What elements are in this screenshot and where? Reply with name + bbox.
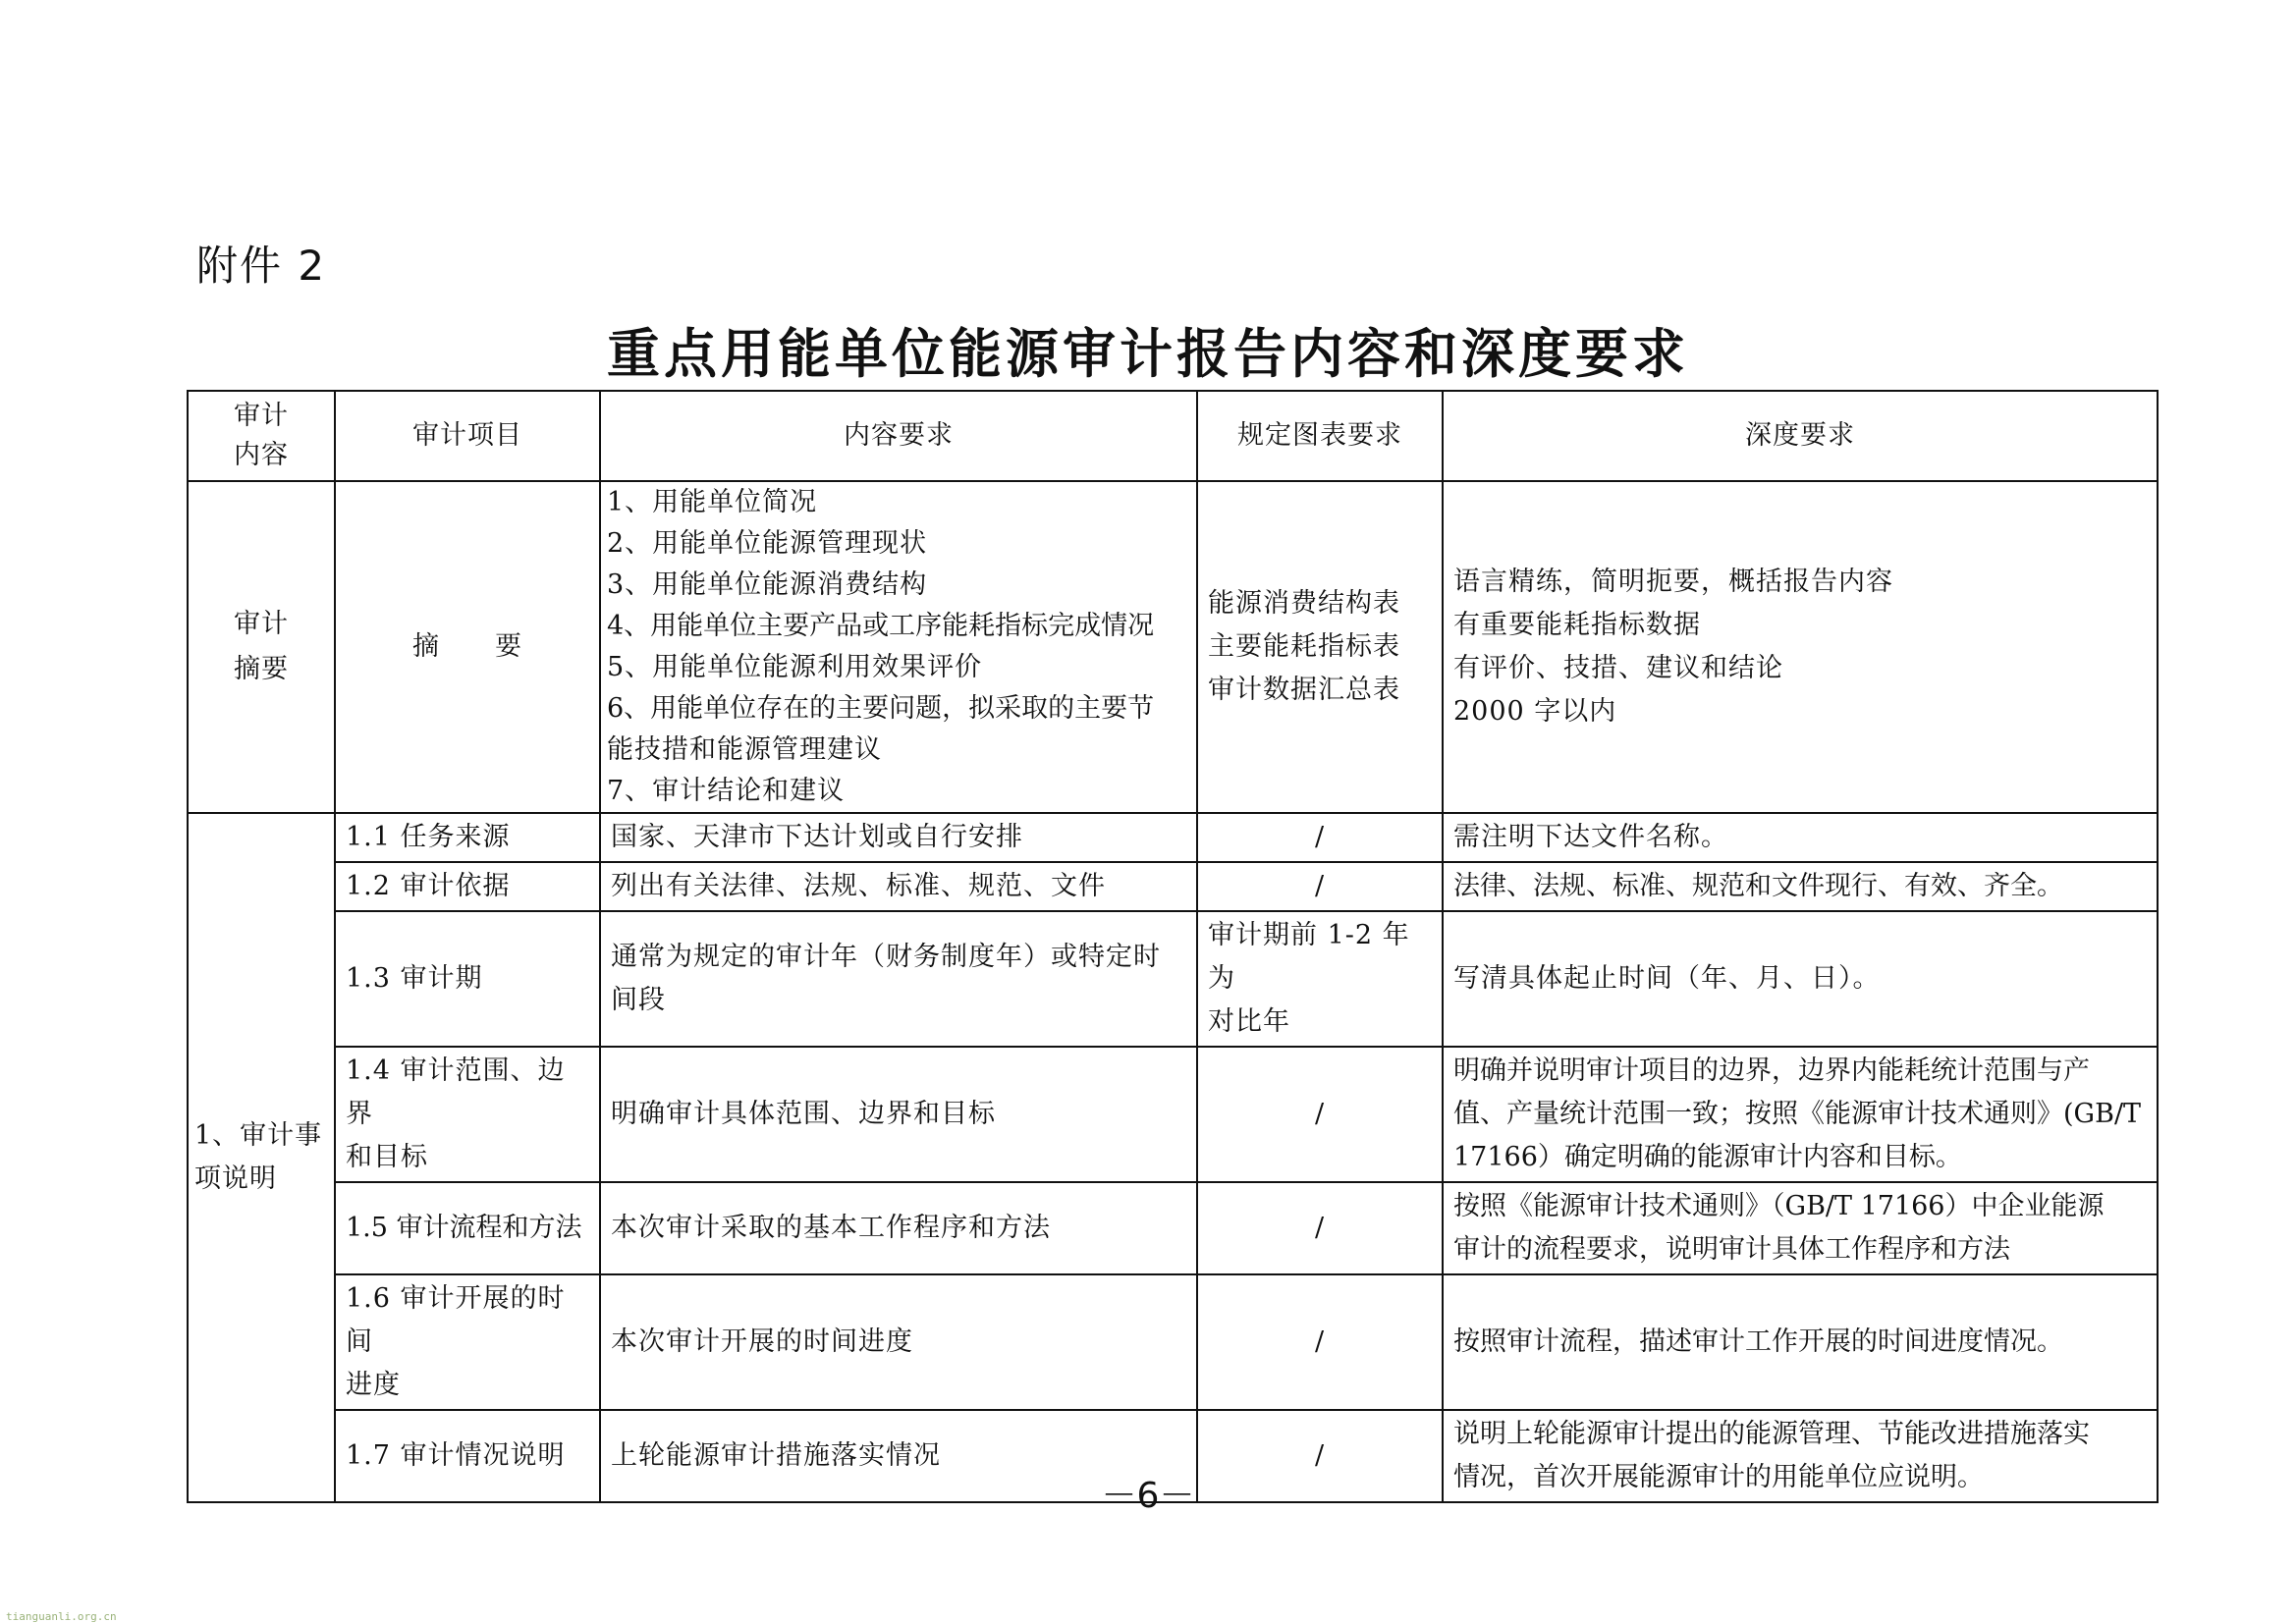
row-item-text: 1.4 审计范围、边界 和目标 [346, 1055, 566, 1172]
section1-category [188, 813, 335, 1502]
summary-content-line: 6、用能单位存在的主要问题，拟采取的主要节 [607, 693, 1155, 724]
row-chart: / [1197, 1410, 1443, 1502]
summary-depth [1443, 481, 2158, 813]
table-row [188, 1182, 2158, 1274]
summary-row [188, 481, 2158, 813]
row-item: 1.1 任务来源 [335, 813, 600, 862]
row-chart: / [1197, 1274, 1443, 1410]
row-content: 列出有关法律、法规、标准、规范、文件 [600, 862, 1197, 911]
row-item: 1.2 审计依据 [335, 862, 600, 911]
row-chart [1197, 911, 1443, 1047]
row-content: 上轮能源审计措施落实情况 [600, 1410, 1197, 1502]
summary-content-line: 5、用能单位能源利用效果评价 [607, 652, 983, 682]
summary-category [188, 481, 335, 813]
summary-depth-line: 2000 字以内 [1453, 696, 1617, 727]
row-depth-text: 说明上轮能源审计提出的能源管理、节能改进措施落实 情况，首次开展能源审计的用能单位应说明。 [1453, 1419, 2090, 1492]
header-content-requirements: 内容要求 [600, 391, 1197, 481]
table-row [188, 1047, 2158, 1182]
row-item: 1.3 审计期 [335, 911, 600, 1047]
summary-category-text: 审计 摘要 [234, 609, 289, 684]
summary-content-line: 4、用能单位主要产品或工序能耗指标完成情况 [607, 611, 1155, 641]
summary-chart-line: 审计数据汇总表 [1208, 675, 1400, 705]
row-depth: 需注明下达文件名称。 [1443, 813, 2158, 862]
row-chart-text: 审计期前 1-2 年为 对比年 [1208, 920, 1410, 1037]
row-depth-text: 明确并说明审计项目的边界，边界内能耗统计范围与产 值、产量统计范围一致；按照《能源审计技术通则》(GB/T 17166）确定明确的能源审计内容和目标。 [1453, 1055, 2142, 1172]
row-item: 1.7 审计情况说明 [335, 1410, 600, 1502]
watermark: tianguanli.org.cn [6, 1610, 117, 1623]
header-chart-requirements: 规定图表要求 [1197, 391, 1443, 481]
section1-category-text: 1、审计事 项说明 [194, 1120, 323, 1194]
row-content: 明确审计具体范围、边界和目标 [600, 1047, 1197, 1182]
row-content-text: 通常为规定的审计年（财务制度年）或特定时 间段 [611, 942, 1161, 1015]
row-depth: 写清具体起止时间（年、月、日）。 [1443, 911, 2158, 1047]
document-title: 重点用能单位能源审计报告内容和深度要求 [607, 323, 1689, 385]
row-depth [1443, 1182, 2158, 1274]
summary-chart-line: 主要能耗指标表 [1208, 631, 1400, 662]
page-number: －6－ [1101, 1476, 1195, 1516]
summary-depth-line: 有重要能耗指标数据 [1453, 610, 1701, 640]
row-item-text: 1.5 审计流程和方法 [346, 1213, 582, 1243]
summary-content-line: 2、用能单位能源管理现状 [607, 528, 928, 559]
row-chart: / [1197, 862, 1443, 911]
row-depth-text: 按照审计流程，描述审计工作开展的时间进度情况。 [1453, 1326, 2063, 1357]
summary-depth-line: 有评价、技措、建议和结论 [1453, 653, 1783, 683]
table-row [188, 813, 2158, 862]
header-depth-requirements: 深度要求 [1443, 391, 2158, 481]
row-chart: / [1197, 1182, 1443, 1274]
row-chart: / [1197, 813, 1443, 862]
row-item [335, 1182, 600, 1274]
summary-content [600, 481, 1197, 813]
summary-content-line: 3、用能单位能源消费结构 [607, 569, 928, 600]
header-row [188, 391, 2158, 481]
summary-content-line: 能技措和能源管理建议 [607, 734, 882, 765]
row-item [335, 1274, 600, 1410]
table-row [188, 911, 2158, 1047]
row-item [335, 1047, 600, 1182]
row-content: 本次审计开展的时间进度 [600, 1274, 1197, 1410]
table-row [188, 1274, 2158, 1410]
row-depth [1443, 1047, 2158, 1182]
header-audit-content-text: 审计 内容 [234, 401, 289, 470]
requirements-table [187, 390, 2159, 1503]
summary-content-line: 1、用能单位简况 [607, 487, 818, 517]
summary-item: 摘 要 [335, 481, 600, 813]
row-depth [1443, 1274, 2158, 1410]
row-content [600, 911, 1197, 1047]
row-depth-text: 按照《能源审计技术通则》（GB/T 17166）中企业能源 审计的流程要求，说明审计具体工作程序和方法 [1453, 1191, 2105, 1265]
row-content: 国家、天津市下达计划或自行安排 [600, 813, 1197, 862]
summary-charts [1197, 481, 1443, 813]
header-audit-content [188, 391, 335, 481]
header-audit-item: 审计项目 [335, 391, 600, 481]
row-item-text: 1.6 审计开展的时间 进度 [346, 1283, 566, 1400]
row-content: 本次审计采取的基本工作程序和方法 [600, 1182, 1197, 1274]
row-depth-text: 法律、法规、标准、规范和文件现行、有效、齐全。 [1453, 871, 2063, 901]
row-depth [1443, 862, 2158, 911]
summary-content-line: 7、审计结论和建议 [607, 776, 846, 806]
summary-depth-line: 语言精练，简明扼要，概括报告内容 [1453, 567, 1893, 597]
row-chart: / [1197, 1047, 1443, 1182]
summary-chart-line: 能源消费结构表 [1208, 588, 1400, 619]
attachment-label: 附件 2 [196, 242, 327, 290]
table-row [188, 862, 2158, 911]
